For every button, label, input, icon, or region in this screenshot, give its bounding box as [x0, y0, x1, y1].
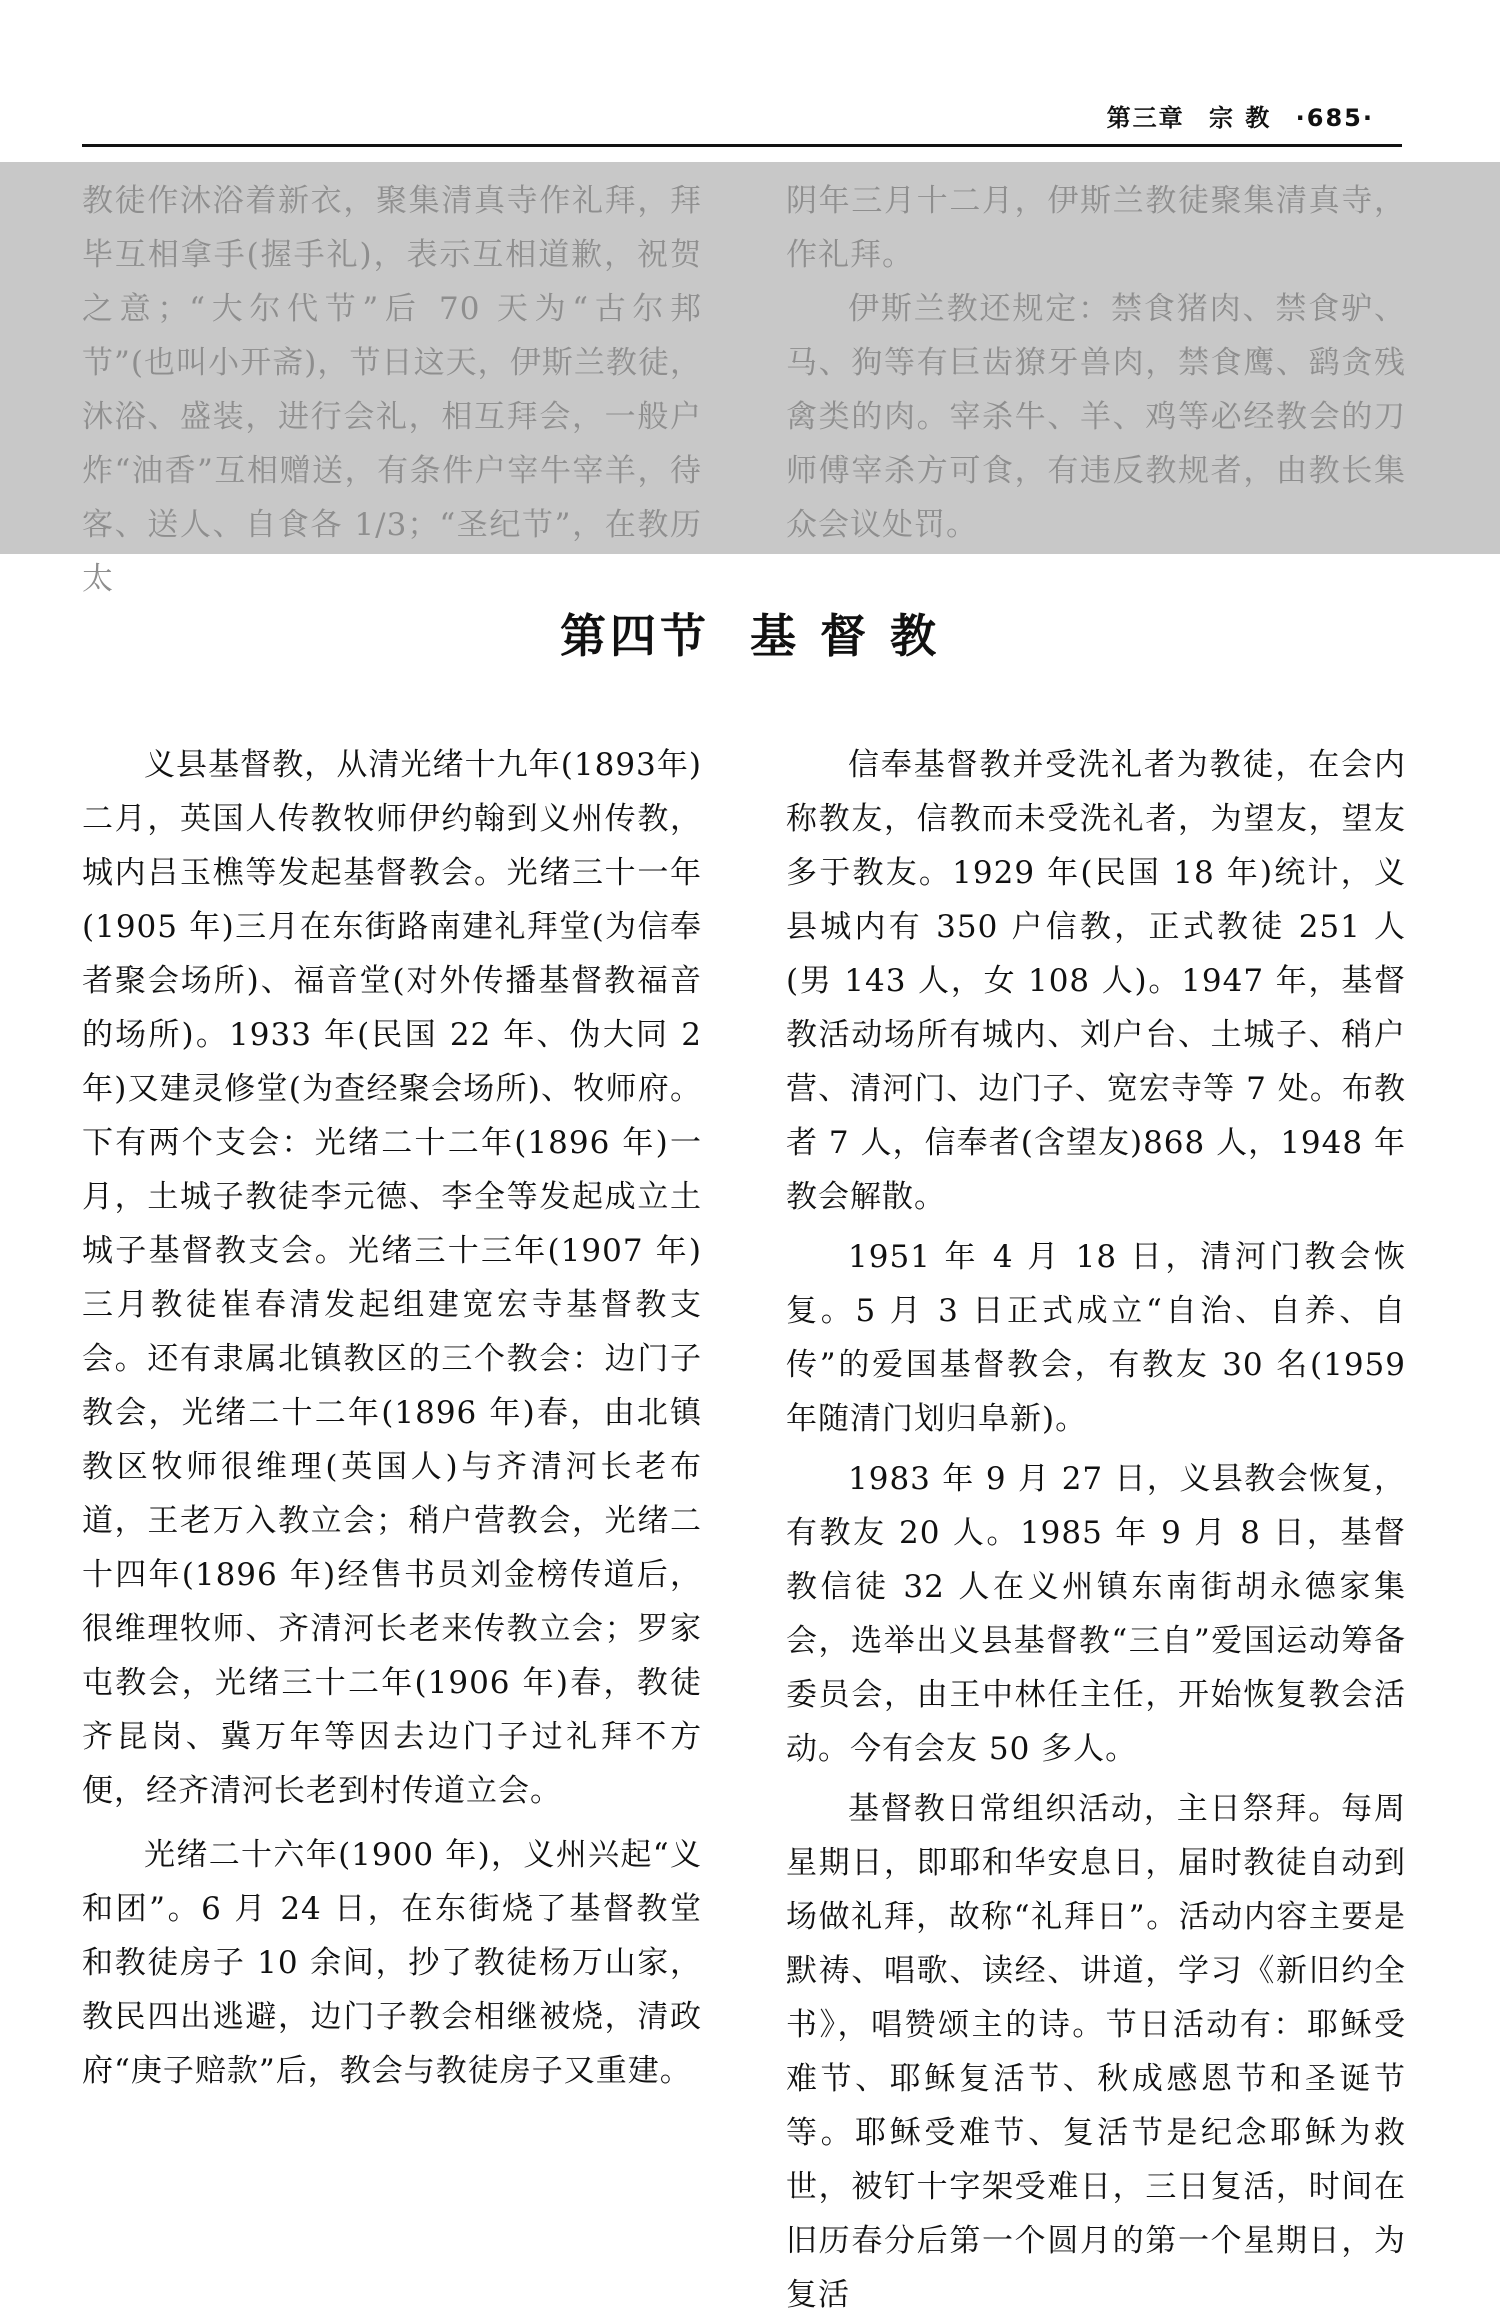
header-text	[1093, 98, 1374, 133]
body-paragraph: 信奉基督教并受洗礼者为教徒，在会内称教友，信教而未受洗礼者，为望友，望友多于教友。1929 年(民国 18 年)统计，义县城内有 350 户信教，正式教徒 251 人(男 143 人，女 108 人)。1947 年，基督教活动场所有城内、刘户台、土城子、稍户营、清河门、边门子、宽宏寺等 7 处。布教者 7 人，信奉者(含望友)868 人，1948 年教会解散。	[786, 747, 1406, 1215]
body-paragraph: 基督教日常组织活动，主日祭拜。每周星期日，即耶和华安息日，届时教徒自动到场做礼拜，故称“礼拜日”。活动内容主要是默祷、唱歌、读经、讲道，学习《新旧约全书》，唱赞颂主的诗。节日活动有：耶稣受难节、耶稣复活节、秋成感恩节和圣诞节等。耶稣受难节、复活节是纪念耶稣为救世，被钉十字架受难日，三日复活，时间在旧历春分后第一个圆月的第一个星期日，为复活	[786, 1791, 1406, 2313]
top-right-paragraph: 阴年三月十二月，伊斯兰教徒聚集清真寺，作礼拜。	[786, 183, 1406, 273]
running-header	[82, 98, 1402, 147]
section-number: 第四节	[559, 609, 710, 663]
top-left-column	[82, 174, 702, 606]
left-column	[82, 738, 702, 2098]
section-title: 基 督 教	[749, 609, 941, 663]
header-chapter: 第三章	[1106, 104, 1185, 132]
section-heading	[0, 600, 1500, 666]
body-paragraph: 义县基督教，从清光绪十九年(1893年)二月，英国人传教牧师伊约翰到义州传教，城内吕玉樵等发起基督教会。光绪三十一年(1905 年)三月在东街路南建礼拜堂(为信奉者聚会场所)、福音堂(对外传播基督教福音的场所)。1933 年(民国 22 年、伪大同 2 年)又建灵修堂(为查经聚会场所)、牧师府。下有两个支会：光绪二十二年(1896 年)一月，土城子教徒李元德、李全等发起成立土城子基督教支会。光绪三十三年(1907 年)三月教徒崔春清发起组建宽宏寺基督教支会。还有隶属北镇教区的三个教会：边门子教会，光绪二十二年(1896 年)春，由北镇教区牧师很维理(英国人)与齐清河长老布道，王老万入教立会；稍户营教会，光绪二十四年(1896 年)经售书员刘金榜传道后，很维理牧师、齐清河长老来传教立会；罗家屯教会，光绪三十二年(1906 年)春，教徒齐昆岗、冀万年等因去边门子过礼拜不方便，经齐清河长老到村传道立会。	[82, 747, 702, 1809]
body-paragraph: 1983 年 9 月 27 日，义县教会恢复，有教友 20 人。1985 年 9 月 8 日，基督教信徒 32 人在义州镇东南街胡永德家集会，选举出义县基督教“三自”爱国运动筹备委员会，由王中林任主任，开始恢复教会活动。今有会友 50 多人。	[786, 1461, 1406, 1767]
body-paragraph: 1951 年 4 月 18 日，清河门教会恢复。5 月 3 日正式成立“自治、自养、自传”的爱国基督教会，有教友 30 名(1959 年随清门划归阜新)。	[786, 1239, 1406, 1437]
page-number: ·685·	[1295, 104, 1374, 132]
top-right-paragraph: 伊斯兰教还规定：禁食猪肉、禁食驴、马、狗等有巨齿獠牙兽肉，禁食鹰、鹞贪残禽类的肉。宰杀牛、羊、鸡等必经教会的刀师傅宰杀方可食，有违反教规者，由教长集众会议处罚。	[786, 291, 1406, 543]
right-column	[786, 738, 1406, 2322]
top-right-column	[786, 174, 1406, 552]
body-paragraph: 光绪二十六年(1900 年)，义州兴起“义和团”。6 月 24 日，在东街烧了基督教堂和教徒房子 10 余间，抄了教徒杨万山家，教民四出逃避，边门子教会相继被烧，清政府“庚子赔款”后，教会与教徒房子又重建。	[82, 1837, 702, 2089]
header-subject: 宗 教	[1208, 104, 1272, 132]
top-left-paragraph: 教徒作沐浴着新衣，聚集清真寺作礼拜，拜毕互相拿手(握手礼)，表示互相道歉，祝贺之意；“大尔代节”后 70 天为“古尔邦节”(也叫小开斋)，节日这天，伊斯兰教徒，沐浴、盛装，进行会礼，相互拜会，一般户炸“油香”互相赠送，有条件户宰牛宰羊，待客、送人、自食各 1/3；“圣纪节”，在教历太	[82, 183, 702, 597]
